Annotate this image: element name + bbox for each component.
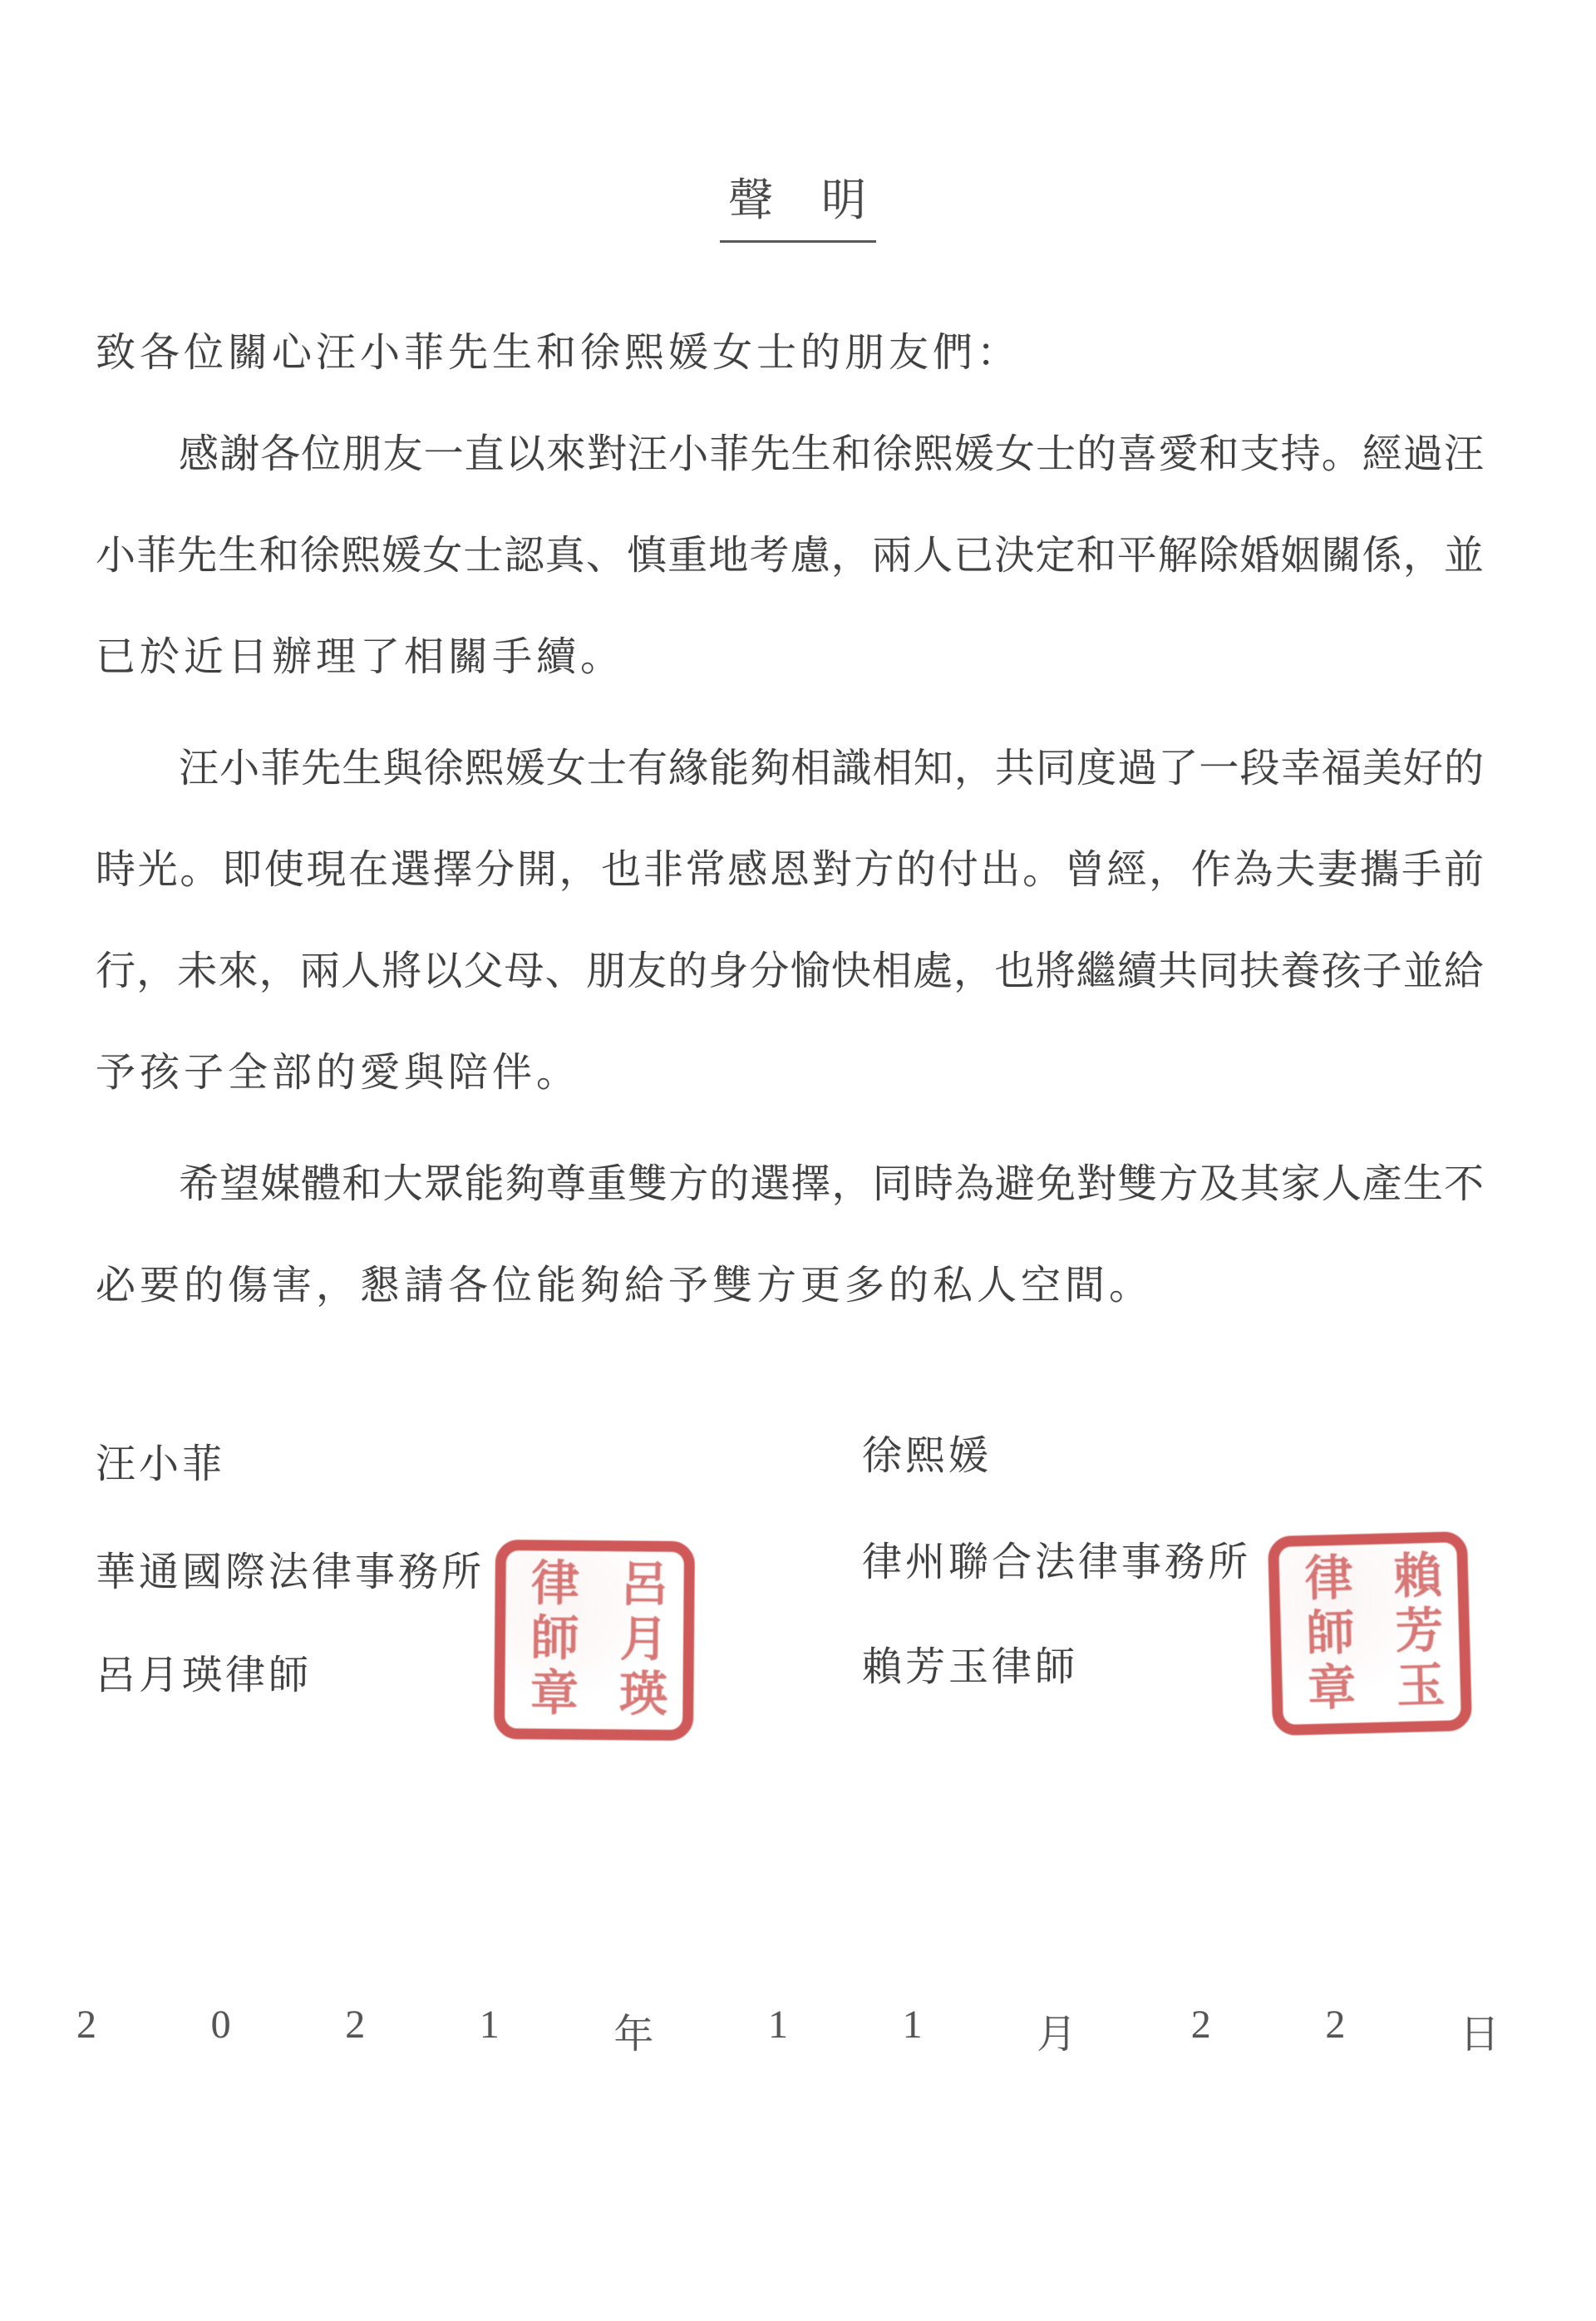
date-glyph: 日 (1459, 2013, 1500, 2057)
date-glyph: 2 (1190, 2003, 1211, 2047)
signature-left-party: 汪小菲 (96, 1442, 226, 1486)
signature-right-firm: 律州聯合法律事務所 (862, 1540, 1252, 1584)
body-line: 予孩子全部的愛與陪伴。 (96, 1051, 581, 1095)
body-line: 汪小菲先生與徐熙媛女士有緣能夠相識相知，共同度過了一段幸福美好的 (179, 747, 1484, 791)
seal-column: 律師章 (522, 1557, 579, 1722)
signature-left-firm: 華通國際法律事務所 (96, 1550, 485, 1594)
date-glyph: 年 (613, 2013, 654, 2057)
title-row (0, 165, 1596, 243)
lawyer-seal-right-icon (1268, 1531, 1472, 1736)
body-line: 致各位關心汪小菲先生和徐熙媛女士的朋友們： (96, 331, 1022, 375)
date-glyph: 0 (210, 2003, 231, 2047)
signature-right-lawyer: 賴芳玉律師 (862, 1645, 1079, 1689)
body-line: 小菲先生和徐熙媛女士認真、慎重地考慮，兩人已決定和平解除婚姻關係，並 (96, 534, 1484, 578)
body-line: 已於近日辦理了相關手續。 (96, 635, 625, 679)
signature-left-lawyer: 呂月瑛律師 (96, 1653, 313, 1698)
body-line: 感謝各位朋友一直以來對汪小菲先生和徐熙媛女士的喜愛和支持。經過汪 (179, 432, 1484, 476)
lawyer-seal-left-icon (494, 1540, 695, 1741)
date-glyph: 2 (76, 2003, 96, 2047)
seal-column: 呂月瑛 (611, 1558, 667, 1723)
date-line (76, 2002, 1500, 2059)
date-glyph: 1 (767, 2003, 788, 2047)
date-glyph: 2 (1325, 2003, 1346, 2047)
body-text (96, 303, 1484, 1337)
body-line: 時光。即使現在選擇分開，也非常感恩對方的付出。曾經，作為夫妻攜手前 (96, 848, 1484, 892)
body-line: 希望媒體和大眾能夠尊重雙方的選擇，同時為避免對雙方及其家人產生不 (179, 1162, 1484, 1206)
seal-column: 賴芳玉 (1385, 1549, 1445, 1716)
signature-right-party: 徐熙媛 (862, 1434, 993, 1478)
seal-column: 律師章 (1296, 1551, 1356, 1718)
page-title: 聲 明 (720, 165, 876, 243)
date-glyph: 2 (345, 2003, 366, 2047)
body-line: 行，未來，兩人將以父母、朋友的身分愉快相處，也將繼續共同扶養孩子並給 (96, 949, 1484, 993)
date-glyph: 1 (902, 2003, 923, 2047)
date-glyph: 月 (1037, 2013, 1077, 2057)
body-line: 必要的傷害，懇請各位能夠給予雙方更多的私人空間。 (96, 1264, 1154, 1308)
date-glyph: 1 (479, 2003, 500, 2047)
